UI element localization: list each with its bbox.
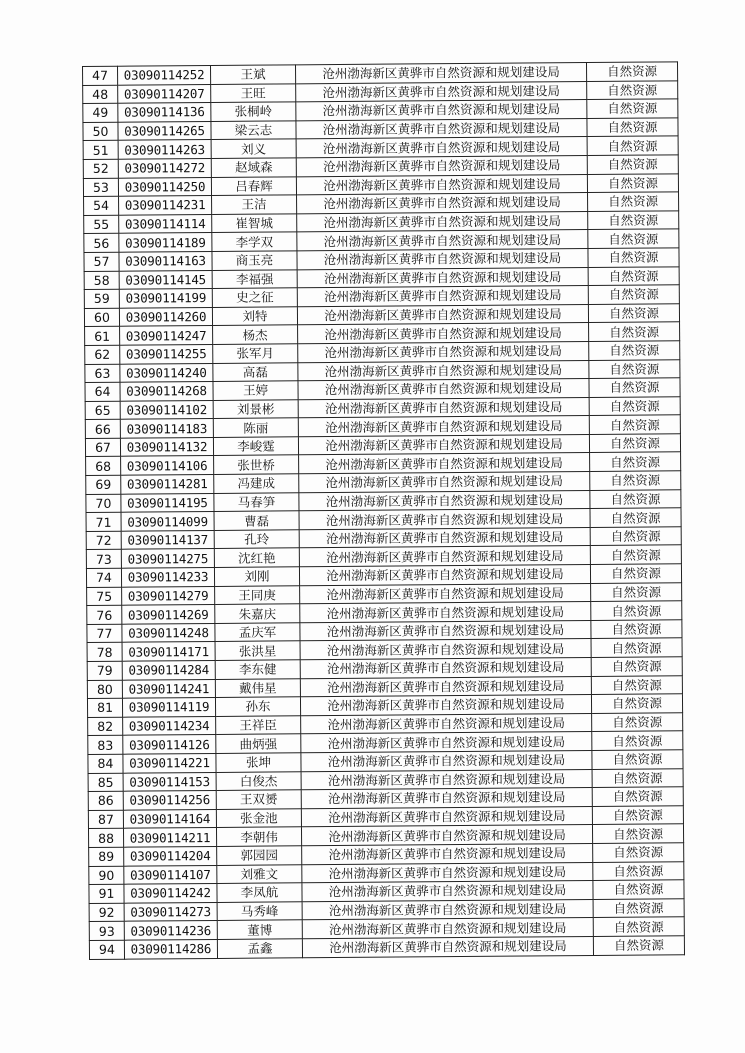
exam-id-cell: 03090114199 (119, 289, 212, 308)
exam-id-cell: 03090114263 (118, 140, 211, 159)
candidate-name-cell: 高磊 (213, 362, 298, 381)
employer-unit-cell: 沧州渤海新区黄骅市自然资源和规划建设局 (297, 267, 588, 288)
position-name-cell: 自然资源 (588, 211, 679, 230)
exam-id-cell: 03090114236 (124, 921, 217, 940)
employer-unit-cell: 沧州渤海新区黄骅市自然资源和规划建设局 (301, 750, 592, 771)
candidate-name-cell: 商玉亮 (212, 251, 297, 270)
candidate-name-cell: 张军月 (213, 344, 298, 363)
candidate-name-cell: 孟庆军 (215, 623, 300, 642)
position-name-cell: 自然资源 (592, 806, 683, 825)
candidate-name-cell: 刘特 (212, 307, 297, 326)
exam-id-cell: 03090114153 (123, 772, 216, 791)
exam-id-cell: 03090114269 (122, 605, 215, 624)
exam-id-cell: 03090114163 (119, 251, 212, 270)
employer-unit-cell: 沧州渤海新区黄骅市自然资源和规划建设局 (297, 286, 588, 307)
row-number-cell: 78 (87, 643, 122, 662)
exam-id-cell: 03090114221 (123, 753, 216, 772)
candidate-name-cell: 王同庚 (215, 585, 300, 604)
exam-id-cell: 03090114240 (120, 363, 213, 382)
employer-unit-cell: 沧州渤海新区黄骅市自然资源和规划建设局 (301, 769, 592, 790)
row-number-cell: 87 (88, 810, 123, 829)
exam-id-cell: 03090114265 (118, 121, 211, 140)
candidate-name-cell: 孙东 (215, 697, 300, 716)
position-name-cell: 自然资源 (589, 415, 680, 434)
candidate-name-cell: 李东健 (215, 660, 300, 679)
employer-unit-cell: 沧州渤海新区黄骅市自然资源和规划建设局 (302, 862, 593, 883)
position-name-cell: 自然资源 (592, 731, 683, 750)
candidate-name-cell: 刘义 (211, 139, 296, 158)
row-number-cell: 85 (88, 773, 123, 792)
position-name-cell: 自然资源 (587, 173, 678, 192)
employer-unit-cell: 沧州渤海新区黄骅市自然资源和规划建设局 (298, 323, 589, 344)
candidate-name-cell: 李朝伟 (216, 827, 301, 846)
candidate-name-cell: 王旺 (211, 83, 296, 102)
candidate-name-cell: 刘刚 (214, 567, 299, 586)
row-number-cell: 47 (83, 66, 118, 85)
position-name-cell: 自然资源 (589, 378, 680, 397)
candidate-name-cell: 王洁 (212, 195, 297, 214)
row-number-cell: 74 (86, 568, 121, 587)
position-name-cell: 自然资源 (591, 620, 682, 639)
employer-unit-cell: 沧州渤海新区黄骅市自然资源和规划建设局 (299, 565, 590, 586)
exam-id-cell: 03090114260 (119, 307, 212, 326)
exam-id-cell: 03090114256 (123, 791, 216, 810)
position-name-cell: 自然资源 (590, 545, 681, 564)
employer-unit-cell: 沧州渤海新区黄骅市自然资源和规划建设局 (299, 472, 590, 493)
employer-unit-cell: 沧州渤海新区黄骅市自然资源和规划建设局 (302, 936, 593, 957)
position-name-cell: 自然资源 (587, 155, 678, 174)
exam-id-cell: 03090114102 (120, 400, 213, 419)
candidate-name-cell: 马春笋 (214, 492, 299, 511)
position-name-cell: 自然资源 (587, 80, 678, 99)
employer-unit-cell: 沧州渤海新区黄骅市自然资源和规划建设局 (296, 137, 587, 158)
exam-id-cell: 03090114107 (124, 865, 217, 884)
candidate-name-cell: 李峻霆 (213, 437, 298, 456)
position-name-cell: 自然资源 (588, 304, 679, 323)
position-name-cell: 自然资源 (589, 322, 680, 341)
exam-id-cell: 03090114204 (124, 846, 217, 865)
employer-unit-cell: 沧州渤海新区黄骅市自然资源和规划建设局 (297, 230, 588, 251)
position-name-cell: 自然资源 (589, 359, 680, 378)
position-name-cell: 自然资源 (590, 471, 681, 490)
row-number-cell: 55 (84, 215, 119, 234)
position-name-cell: 自然资源 (588, 229, 679, 248)
exam-id-cell: 03090114273 (124, 902, 217, 921)
row-number-cell: 63 (85, 364, 120, 383)
exam-id-cell: 03090114126 (123, 735, 216, 754)
position-name-cell: 自然资源 (591, 694, 682, 713)
candidate-name-cell: 刘景彬 (213, 400, 298, 419)
candidate-name-cell: 张坤 (216, 753, 301, 772)
candidate-name-cell: 刘雅文 (217, 864, 302, 883)
employer-unit-cell: 沧州渤海新区黄骅市自然资源和规划建设局 (300, 676, 591, 697)
position-name-cell: 自然资源 (592, 824, 683, 843)
row-number-cell: 67 (85, 438, 120, 457)
position-name-cell: 自然资源 (589, 434, 680, 453)
candidate-name-cell: 李凤航 (217, 883, 302, 902)
row-number-cell: 48 (83, 85, 118, 104)
exam-id-cell: 03090114137 (121, 530, 214, 549)
exam-id-cell: 03090114247 (120, 326, 213, 345)
employer-unit-cell: 沧州渤海新区黄骅市自然资源和规划建设局 (298, 360, 589, 381)
position-name-cell: 自然资源 (593, 899, 684, 918)
exam-id-cell: 03090114231 (119, 196, 212, 215)
employer-unit-cell: 沧州渤海新区黄骅市自然资源和规划建设局 (301, 713, 592, 734)
row-number-cell: 56 (84, 234, 119, 253)
employer-unit-cell: 沧州渤海新区黄骅市自然资源和规划建设局 (297, 211, 588, 232)
exam-id-cell: 03090114207 (118, 84, 211, 103)
row-number-cell: 54 (84, 196, 119, 215)
candidate-table (82, 61, 685, 959)
exam-id-cell: 03090114189 (119, 233, 212, 252)
candidate-name-cell: 张世桥 (214, 455, 299, 474)
table-row (89, 936, 684, 959)
exam-id-cell: 03090114250 (118, 177, 211, 196)
employer-unit-cell: 沧州渤海新区黄骅市自然资源和规划建设局 (297, 248, 588, 269)
candidate-name-cell: 董博 (217, 920, 302, 939)
candidate-name-cell: 王婷 (213, 381, 298, 400)
exam-id-cell: 03090114106 (121, 456, 214, 475)
row-number-cell: 77 (87, 624, 122, 643)
exam-id-cell: 03090114119 (122, 698, 215, 717)
row-number-cell: 84 (88, 754, 123, 773)
position-name-cell: 自然资源 (588, 248, 679, 267)
position-name-cell: 自然资源 (593, 880, 684, 899)
employer-unit-cell: 沧州渤海新区黄骅市自然资源和规划建设局 (298, 341, 589, 362)
row-number-cell: 94 (89, 940, 124, 959)
exam-id-cell: 03090114272 (118, 158, 211, 177)
employer-unit-cell: 沧州渤海新区黄骅市自然资源和规划建设局 (300, 658, 591, 679)
candidate-name-cell: 李学双 (212, 232, 297, 251)
candidate-name-cell: 崔智城 (212, 214, 297, 233)
exam-id-cell: 03090114252 (118, 65, 211, 84)
candidate-name-cell: 王斌 (210, 65, 295, 84)
row-number-cell: 65 (85, 401, 120, 420)
employer-unit-cell: 沧州渤海新区黄骅市自然资源和规划建设局 (301, 806, 592, 827)
position-name-cell: 自然资源 (587, 136, 678, 155)
row-number-cell: 60 (84, 308, 119, 327)
row-number-cell: 68 (86, 457, 121, 476)
exam-id-cell: 03090114281 (121, 475, 214, 494)
exam-id-cell: 03090114195 (121, 493, 214, 512)
exam-id-cell: 03090114242 (124, 884, 217, 903)
candidate-name-cell: 戴伟星 (215, 678, 300, 697)
employer-unit-cell: 沧州渤海新区黄骅市自然资源和规划建设局 (296, 118, 587, 139)
row-number-cell: 51 (83, 141, 118, 160)
employer-unit-cell: 沧州渤海新区黄骅市自然资源和规划建设局 (296, 156, 587, 177)
row-number-cell: 64 (85, 382, 120, 401)
position-name-cell: 自然资源 (589, 341, 680, 360)
row-number-cell: 69 (86, 475, 121, 494)
employer-unit-cell: 沧州渤海新区黄骅市自然资源和规划建设局 (299, 453, 590, 474)
row-number-cell: 71 (86, 512, 121, 531)
position-name-cell: 自然资源 (588, 285, 679, 304)
candidate-name-cell: 孟鑫 (217, 939, 302, 958)
candidate-name-cell: 白俊杰 (216, 771, 301, 790)
position-name-cell: 自然资源 (591, 582, 682, 601)
exam-id-cell: 03090114132 (120, 437, 213, 456)
employer-unit-cell: 沧州渤海新区黄骅市自然资源和规划建设局 (297, 304, 588, 325)
row-number-cell: 82 (88, 717, 123, 736)
exam-id-cell: 03090114241 (122, 679, 215, 698)
employer-unit-cell: 沧州渤海新区黄骅市自然资源和规划建设局 (296, 81, 587, 102)
candidate-name-cell: 冯建成 (214, 474, 299, 493)
row-number-cell: 57 (84, 252, 119, 271)
candidate-name-cell: 王双赟 (216, 790, 301, 809)
candidate-name-cell: 郭园园 (217, 846, 302, 865)
candidate-name-cell: 张桐岭 (211, 102, 296, 121)
candidate-name-cell: 曹磊 (214, 511, 299, 530)
row-number-cell: 73 (86, 550, 121, 569)
employer-unit-cell: 沧州渤海新区黄骅市自然资源和规划建设局 (297, 193, 588, 214)
row-number-cell: 86 (88, 791, 123, 810)
exam-id-cell: 03090114275 (121, 549, 214, 568)
row-number-cell: 61 (85, 327, 120, 346)
candidate-name-cell: 李福强 (212, 269, 297, 288)
exam-id-cell: 03090114255 (120, 344, 213, 363)
position-name-cell: 自然资源 (587, 99, 678, 118)
row-number-cell: 75 (87, 587, 122, 606)
row-number-cell: 62 (85, 345, 120, 364)
position-name-cell: 自然资源 (590, 452, 681, 471)
row-number-cell: 49 (83, 103, 118, 122)
exam-id-cell: 03090114171 (122, 642, 215, 661)
employer-unit-cell: 沧州渤海新区黄骅市自然资源和规划建设局 (301, 788, 592, 809)
position-name-cell: 自然资源 (588, 192, 679, 211)
row-number-cell: 83 (88, 736, 123, 755)
candidate-name-cell: 马秀峰 (217, 902, 302, 921)
candidate-name-cell: 孔玲 (214, 530, 299, 549)
row-number-cell: 76 (87, 605, 122, 624)
exam-id-cell: 03090114164 (123, 809, 216, 828)
employer-unit-cell: 沧州渤海新区黄骅市自然资源和规划建设局 (301, 732, 592, 753)
position-name-cell: 自然资源 (590, 489, 681, 508)
exam-id-cell: 03090114279 (122, 586, 215, 605)
position-name-cell: 自然资源 (592, 750, 683, 769)
position-name-cell: 自然资源 (591, 657, 682, 676)
candidate-name-cell: 张洪星 (215, 641, 300, 660)
position-name-cell: 自然资源 (590, 564, 681, 583)
row-number-cell: 80 (87, 680, 122, 699)
employer-unit-cell: 沧州渤海新区黄骅市自然资源和规划建设局 (295, 63, 586, 84)
row-number-cell: 91 (89, 884, 124, 903)
candidate-name-cell: 王祥臣 (216, 716, 301, 735)
position-name-cell: 自然资源 (592, 768, 683, 787)
employer-unit-cell: 沧州渤海新区黄骅市自然资源和规划建设局 (299, 546, 590, 567)
employer-unit-cell: 沧州渤海新区黄骅市自然资源和规划建设局 (298, 434, 589, 455)
exam-id-cell: 03090114114 (119, 214, 212, 233)
position-name-cell: 自然资源 (590, 508, 681, 527)
candidate-name-cell: 沈红艳 (214, 548, 299, 567)
exam-id-cell: 03090114233 (121, 568, 214, 587)
candidate-name-cell: 吕春辉 (211, 176, 296, 195)
employer-unit-cell: 沧州渤海新区黄骅市自然资源和规划建设局 (302, 881, 593, 902)
position-name-cell: 自然资源 (591, 601, 682, 620)
candidate-name-cell: 史之征 (212, 288, 297, 307)
row-number-cell: 66 (85, 419, 120, 438)
position-name-cell: 自然资源 (586, 62, 677, 81)
row-number-cell: 50 (83, 122, 118, 141)
employer-unit-cell: 沧州渤海新区黄骅市自然资源和规划建设局 (302, 899, 593, 920)
position-name-cell: 自然资源 (591, 638, 682, 657)
employer-unit-cell: 沧州渤海新区黄骅市自然资源和规划建设局 (300, 639, 591, 660)
row-number-cell: 72 (86, 531, 121, 550)
row-number-cell: 79 (87, 661, 122, 680)
exam-id-cell: 03090114136 (118, 103, 211, 122)
position-name-cell: 自然资源 (590, 527, 681, 546)
row-number-cell: 81 (87, 698, 122, 717)
candidate-name-cell: 杨杰 (213, 325, 298, 344)
exam-id-cell: 03090114145 (119, 270, 212, 289)
exam-id-cell: 03090114211 (123, 828, 216, 847)
employer-unit-cell: 沧州渤海新区黄骅市自然资源和规划建设局 (298, 397, 589, 418)
exam-id-cell: 03090114286 (124, 939, 217, 958)
candidate-name-cell: 朱嘉庆 (215, 604, 300, 623)
position-name-cell: 自然资源 (592, 713, 683, 732)
row-number-cell: 90 (89, 866, 124, 885)
candidate-name-cell: 张金池 (216, 809, 301, 828)
row-number-cell: 53 (83, 178, 118, 197)
candidate-name-cell: 曲炳强 (216, 734, 301, 753)
employer-unit-cell: 沧州渤海新区黄骅市自然资源和规划建设局 (301, 825, 592, 846)
exam-id-cell: 03090114268 (120, 382, 213, 401)
position-name-cell: 自然资源 (591, 675, 682, 694)
exam-id-cell: 03090114248 (122, 623, 215, 642)
employer-unit-cell: 沧州渤海新区黄骅市自然资源和规划建设局 (299, 490, 590, 511)
employer-unit-cell: 沧州渤海新区黄骅市自然资源和规划建设局 (300, 620, 591, 641)
exam-id-cell: 03090114284 (122, 660, 215, 679)
row-number-cell: 70 (86, 494, 121, 513)
candidate-table-body (83, 62, 685, 959)
position-name-cell: 自然资源 (588, 266, 679, 285)
row-number-cell: 52 (83, 159, 118, 178)
row-number-cell: 92 (89, 903, 124, 922)
employer-unit-cell: 沧州渤海新区黄骅市自然资源和规划建设局 (298, 416, 589, 437)
position-name-cell: 自然资源 (593, 917, 684, 936)
row-number-cell: 88 (88, 829, 123, 848)
employer-unit-cell: 沧州渤海新区黄骅市自然资源和规划建设局 (299, 509, 590, 530)
employer-unit-cell: 沧州渤海新区黄骅市自然资源和规划建设局 (302, 918, 593, 939)
employer-unit-cell: 沧州渤海新区黄骅市自然资源和规划建设局 (298, 379, 589, 400)
position-name-cell: 自然资源 (589, 397, 680, 416)
row-number-cell: 58 (84, 271, 119, 290)
position-name-cell: 自然资源 (593, 861, 684, 880)
row-number-cell: 59 (84, 289, 119, 308)
candidate-name-cell: 梁云志 (211, 121, 296, 140)
position-name-cell: 自然资源 (593, 936, 684, 955)
employer-unit-cell: 沧州渤海新区黄骅市自然资源和规划建设局 (296, 174, 587, 195)
row-number-cell: 93 (89, 922, 124, 941)
exam-id-cell: 03090114234 (123, 716, 216, 735)
employer-unit-cell: 沧州渤海新区黄骅市自然资源和规划建设局 (296, 100, 587, 121)
candidate-name-cell: 赵域森 (211, 158, 296, 177)
position-name-cell: 自然资源 (587, 118, 678, 137)
exam-id-cell: 03090114099 (121, 512, 214, 531)
employer-unit-cell: 沧州渤海新区黄骅市自然资源和规划建设局 (302, 843, 593, 864)
position-name-cell: 自然资源 (593, 843, 684, 862)
employer-unit-cell: 沧州渤海新区黄骅市自然资源和规划建设局 (300, 695, 591, 716)
employer-unit-cell: 沧州渤海新区黄骅市自然资源和规划建设局 (299, 527, 590, 548)
candidate-name-cell: 陈丽 (213, 418, 298, 437)
position-name-cell: 自然资源 (592, 787, 683, 806)
employer-unit-cell: 沧州渤海新区黄骅市自然资源和规划建设局 (300, 602, 591, 623)
row-number-cell: 89 (89, 847, 124, 866)
employer-unit-cell: 沧州渤海新区黄骅市自然资源和规划建设局 (300, 583, 591, 604)
exam-id-cell: 03090114183 (120, 419, 213, 438)
